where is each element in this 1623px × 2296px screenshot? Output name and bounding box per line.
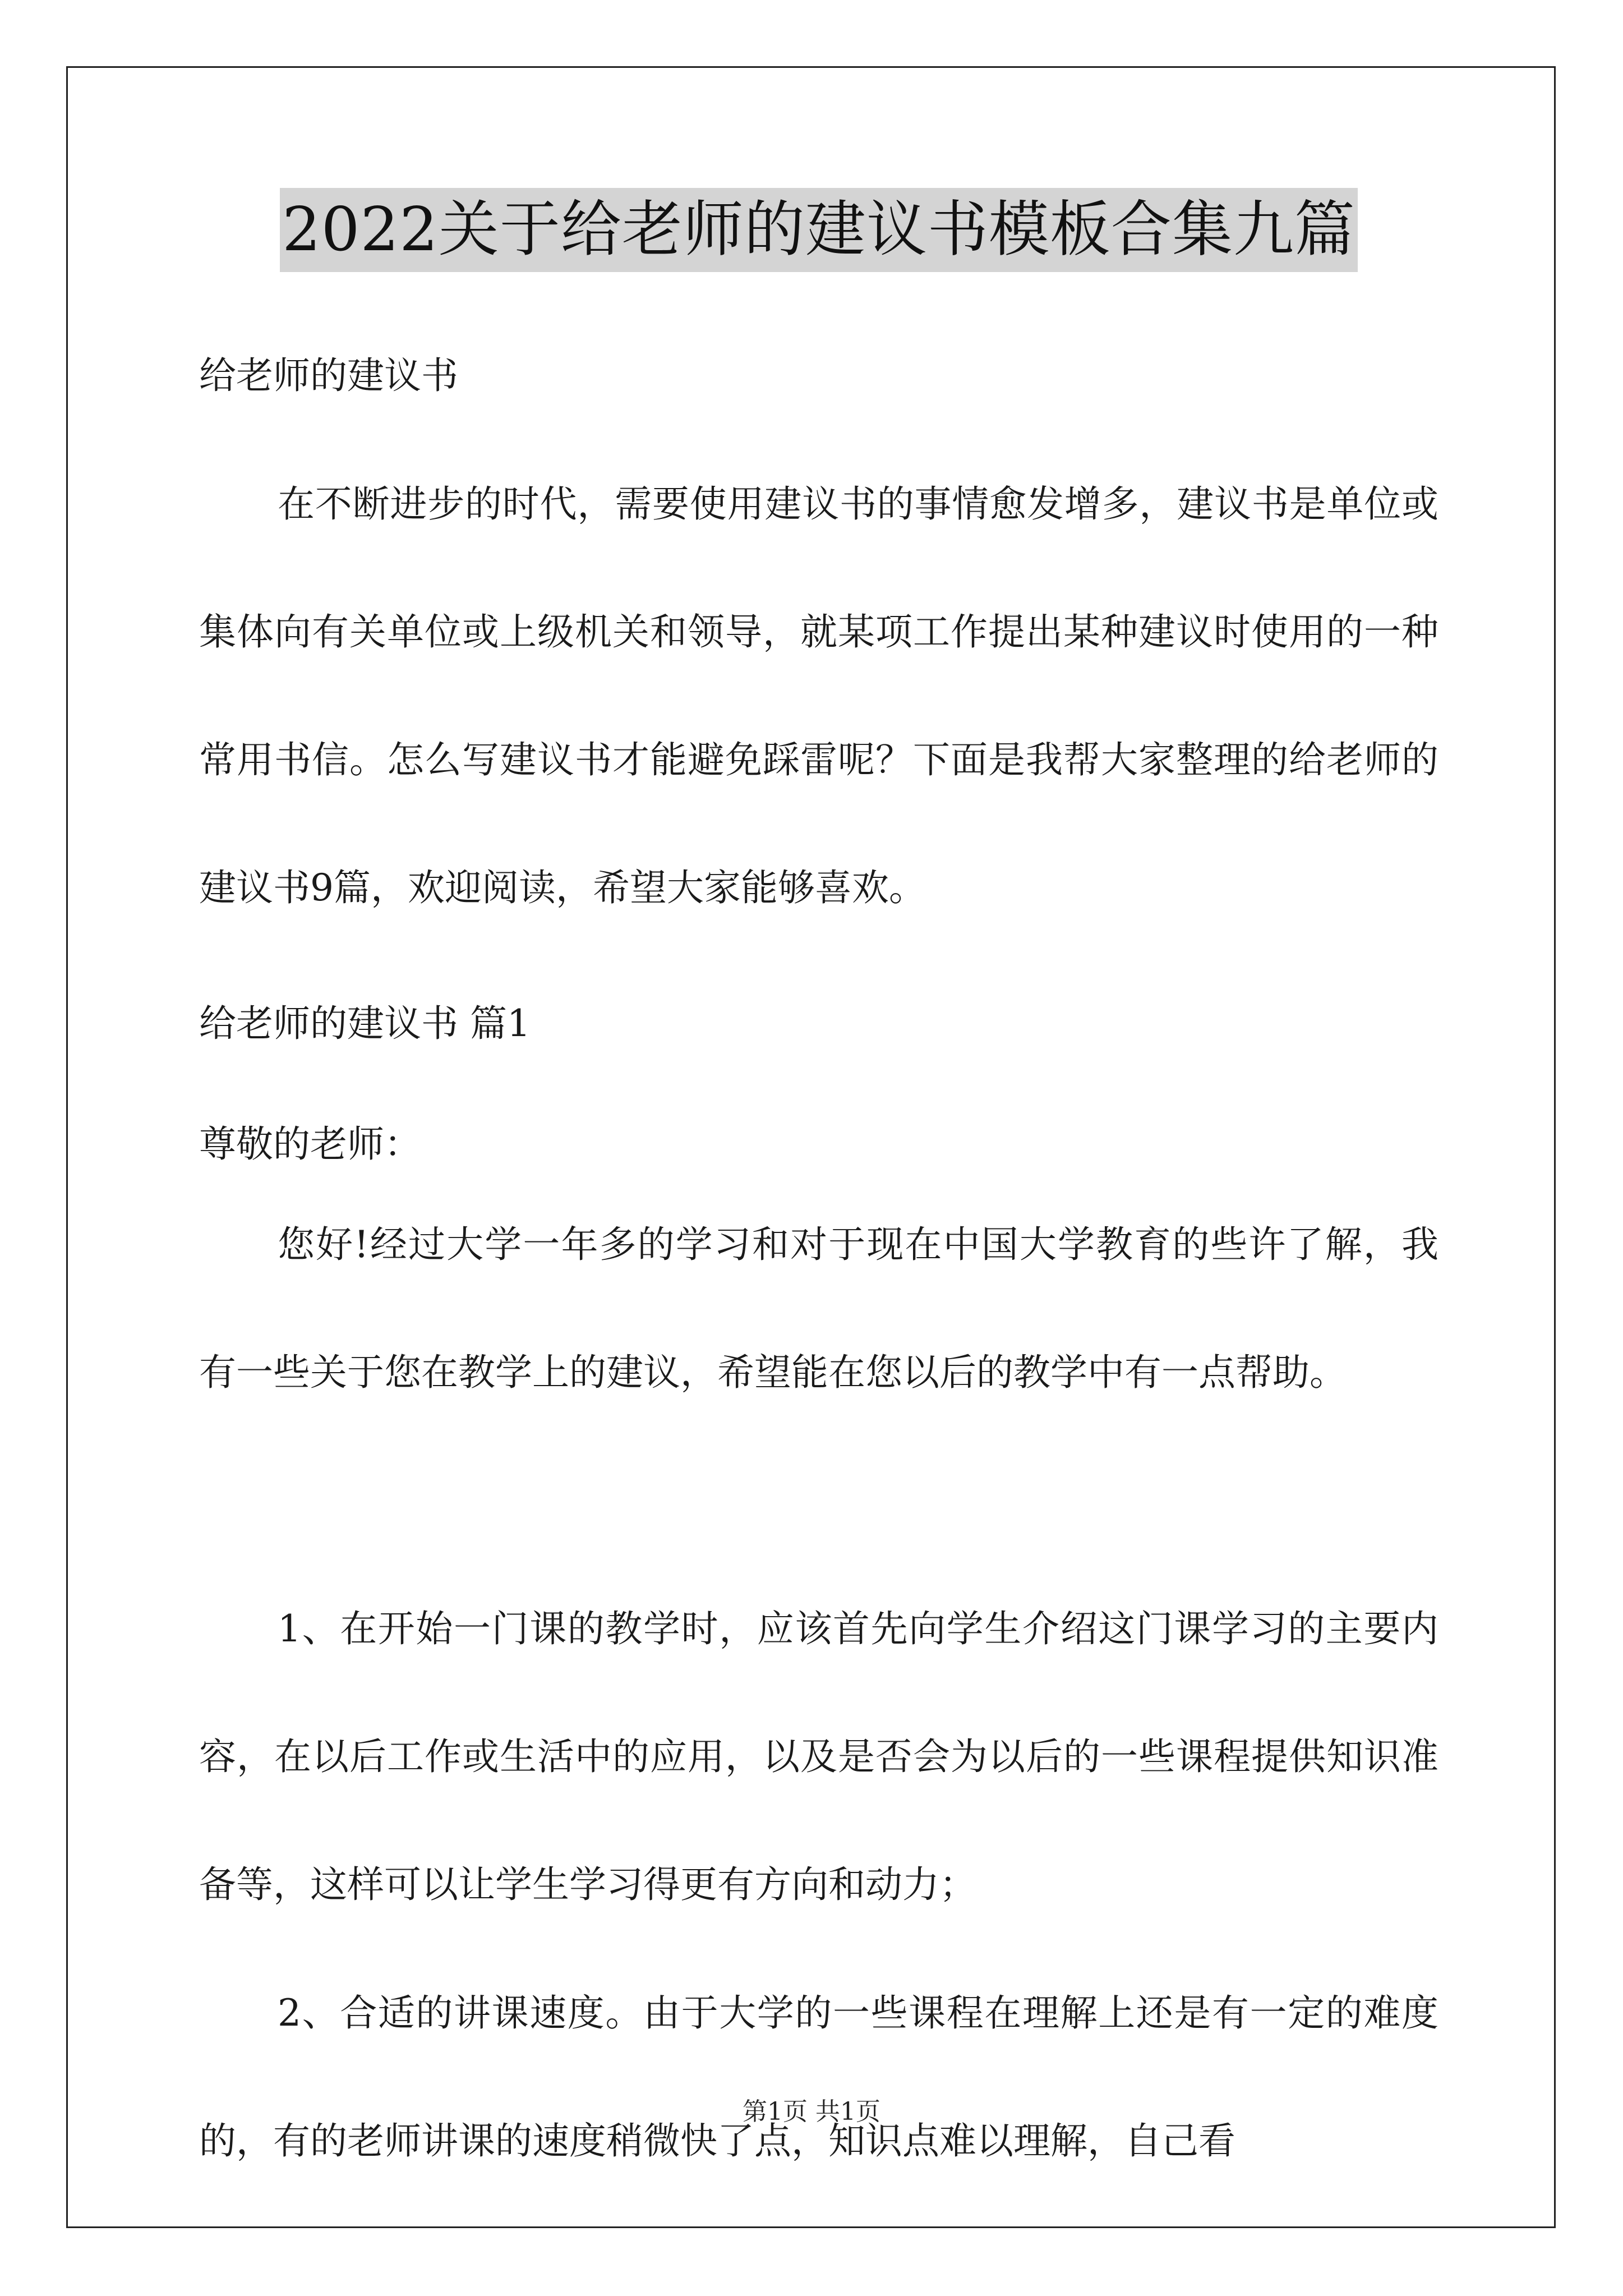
document-title: 2022关于给老师的建议书模板合集九篇 bbox=[280, 188, 1358, 272]
page-footer: 第1页 共1页 bbox=[743, 2097, 880, 2126]
paragraph-3: 2、合适的讲课速度。由于大学的一些课程在理解上还是有一定的难度的，有的老师讲课的速度稍微快了点，知识点难以理解，自己看 bbox=[199, 1991, 1438, 2162]
salutation: 尊敬的老师： bbox=[199, 1122, 421, 1166]
title-block bbox=[199, 188, 1438, 272]
paragraph-1: 您好!经过大学一年多的学习和对于现在中国大学教育的些许了解，我有一些关于您在教学上的建议，希望能在您以后的教学中有一点帮助。 bbox=[199, 1223, 1438, 1394]
section-heading: 给老师的建议书 篇1 bbox=[199, 1002, 531, 1045]
subheading: 给老师的建议书 bbox=[199, 354, 458, 397]
paragraph-2: 1、在开始一门课的教学时，应该首先向学生介绍这门课学习的主要内容，在以后工作或生活中的应用，以及是否会为以后的一些课程提供知识准备等，这样可以让学生学习得更有方向和动力； bbox=[199, 1607, 1438, 1906]
intro-paragraph: 在不断进步的时代，需要使用建议书的事情愈发增多，建议书是单位或集体向有关单位或上级机关和领导，就某项工作提出某种建议时使用的一种常用书信。怎么写建议书才能避免踩雷呢？下面是我帮大家整理的给老师的建议书9篇，欢迎阅读，希望大家能够喜欢。 bbox=[199, 482, 1438, 909]
